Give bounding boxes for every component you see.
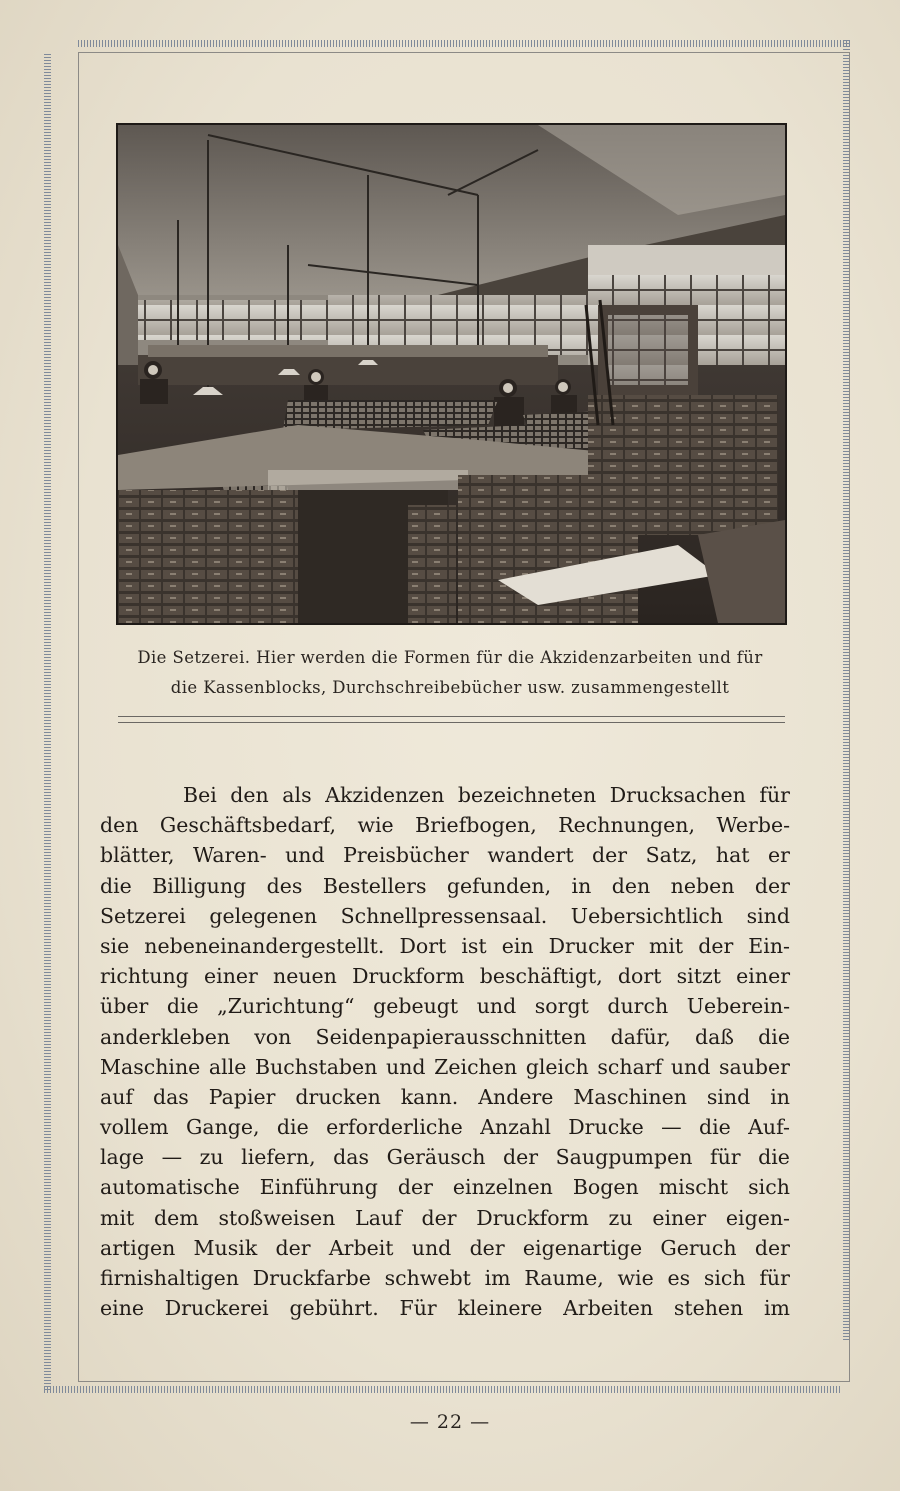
word: über bbox=[100, 994, 149, 1019]
word: Bestellers bbox=[322, 873, 427, 898]
word: der bbox=[698, 933, 734, 958]
word: automatische bbox=[100, 1175, 240, 1200]
word: lage bbox=[100, 1145, 145, 1170]
word: — bbox=[661, 1115, 682, 1140]
text-line bbox=[100, 1203, 790, 1233]
word: Uebersichtlich bbox=[570, 903, 724, 928]
text-line bbox=[100, 991, 790, 1021]
word: Druckerei bbox=[164, 1296, 269, 1321]
text-line bbox=[100, 1142, 790, 1172]
word: Andere bbox=[478, 1084, 554, 1109]
word: wandert bbox=[487, 843, 574, 868]
word: Saugpumpen bbox=[555, 1145, 693, 1170]
word: liefern, bbox=[241, 1145, 316, 1170]
text-line bbox=[100, 1082, 790, 1112]
word: Briefbogen, bbox=[415, 813, 537, 838]
word: Dort bbox=[399, 933, 447, 958]
word: daß bbox=[694, 1024, 734, 1049]
word: erforderliche bbox=[326, 1115, 463, 1140]
word: in bbox=[571, 873, 592, 898]
text-line bbox=[100, 1233, 790, 1263]
word: Geräusch bbox=[386, 1145, 486, 1170]
word: einer bbox=[652, 1205, 707, 1230]
typesetting-room-photo bbox=[116, 123, 787, 625]
frame-bottom-hatch bbox=[44, 1386, 840, 1393]
word: Setzerei bbox=[100, 903, 186, 928]
word: für bbox=[710, 1145, 741, 1170]
caption-line-1: Die Setzerei. Hier werden die Formen für die Akzidenzarbeiten und für bbox=[137, 648, 763, 667]
word: beschäftigt, bbox=[479, 964, 603, 989]
word: einer bbox=[736, 964, 790, 989]
word: zu bbox=[199, 1145, 224, 1170]
word: ist bbox=[461, 933, 487, 958]
word: stehen bbox=[673, 1296, 744, 1321]
word: Geruch bbox=[660, 1235, 737, 1260]
text-line bbox=[100, 1022, 790, 1052]
word: wie bbox=[617, 1266, 654, 1290]
word: Druckform bbox=[476, 1205, 589, 1230]
word: sauber bbox=[718, 1054, 790, 1079]
word: den bbox=[100, 813, 139, 838]
frame-left-hatch bbox=[44, 52, 51, 1390]
word: firnishaltigen bbox=[100, 1266, 239, 1290]
word: Musik bbox=[193, 1235, 258, 1260]
word: für bbox=[759, 1266, 790, 1290]
word: scharf bbox=[597, 1054, 663, 1079]
word: gefunden, bbox=[446, 873, 552, 898]
word: den bbox=[230, 783, 269, 807]
word: im bbox=[484, 1266, 511, 1290]
word: Bei bbox=[183, 783, 217, 807]
word: stoßweisen bbox=[218, 1205, 336, 1230]
word: artigen bbox=[100, 1235, 176, 1260]
word: im bbox=[763, 1296, 790, 1321]
word: dem bbox=[153, 1205, 199, 1230]
text-line bbox=[100, 1293, 790, 1323]
text-line bbox=[100, 1172, 790, 1202]
text-line bbox=[100, 780, 790, 810]
word: der bbox=[397, 1175, 433, 1200]
photo-illustration bbox=[118, 125, 785, 623]
word: die bbox=[100, 873, 132, 898]
word: Schnellpressensaal. bbox=[340, 903, 548, 928]
word: dafür, bbox=[610, 1024, 671, 1049]
word: Geschäftsbedarf, bbox=[159, 813, 336, 838]
word: mischt bbox=[658, 1175, 729, 1200]
word: sitzt bbox=[676, 964, 721, 989]
word: mit bbox=[648, 933, 684, 958]
page-number: — 22 — bbox=[409, 1411, 491, 1433]
word: der bbox=[469, 1235, 505, 1260]
word: und bbox=[386, 1054, 426, 1079]
word: der bbox=[503, 1145, 539, 1170]
word: Werbe- bbox=[716, 813, 790, 838]
word: Druckfarbe bbox=[252, 1266, 371, 1290]
word: kleinere bbox=[457, 1296, 543, 1321]
word: — bbox=[161, 1145, 183, 1170]
word: sich bbox=[703, 1266, 746, 1290]
text-line bbox=[100, 1112, 790, 1142]
word: alle bbox=[208, 1054, 247, 1079]
word: die bbox=[758, 1145, 790, 1170]
word: bezeichneten bbox=[457, 783, 597, 807]
text-line bbox=[100, 1052, 790, 1082]
word: es bbox=[667, 1266, 691, 1290]
word: der bbox=[421, 1205, 457, 1230]
word: richtung bbox=[100, 964, 189, 989]
word: sie bbox=[100, 933, 130, 958]
word: „Zurichtung“ bbox=[217, 994, 355, 1019]
word: Arbeit bbox=[328, 1235, 394, 1260]
word: der bbox=[754, 1235, 790, 1260]
word: den bbox=[611, 873, 651, 898]
word: Arbeiten bbox=[563, 1296, 654, 1321]
text-line bbox=[100, 871, 790, 901]
double-rule-divider bbox=[118, 716, 785, 723]
word: für bbox=[759, 783, 790, 807]
word: nebeneinandergestellt. bbox=[144, 933, 385, 958]
word: Akzidenzen bbox=[325, 783, 445, 807]
word: von bbox=[254, 1024, 292, 1049]
word: gelegenen bbox=[209, 903, 318, 928]
word: einzelnen bbox=[452, 1175, 553, 1200]
word: die bbox=[276, 1115, 309, 1140]
word: des bbox=[266, 873, 303, 898]
word: Buchstaben bbox=[255, 1054, 378, 1079]
text-line bbox=[100, 961, 790, 991]
word: der bbox=[275, 1235, 311, 1260]
word: Billigung bbox=[152, 873, 247, 898]
text-line bbox=[100, 1263, 790, 1293]
word: das bbox=[152, 1084, 189, 1109]
frame-top-hatch bbox=[78, 40, 850, 47]
word: und bbox=[670, 1054, 711, 1079]
word: neben bbox=[670, 873, 735, 898]
word: Drucker bbox=[548, 933, 634, 958]
caption-line-2: die Kassenblocks, Durchschreibebücher usw. zusammengestellt bbox=[170, 678, 730, 697]
word: sich bbox=[748, 1175, 790, 1200]
word: Waren- bbox=[193, 843, 267, 868]
word: Bogen bbox=[572, 1175, 639, 1200]
word: Satz, bbox=[645, 843, 698, 868]
body-paragraph bbox=[100, 780, 790, 1323]
word: einer bbox=[204, 964, 258, 989]
word: in bbox=[770, 1084, 790, 1109]
word: Raume, bbox=[524, 1266, 604, 1290]
word: Druckform bbox=[352, 964, 465, 989]
word: Zeichen bbox=[434, 1054, 518, 1079]
word: sorgt bbox=[534, 994, 589, 1019]
word: Ueberein- bbox=[686, 994, 790, 1019]
word: Ein- bbox=[748, 933, 790, 958]
word: gebeugt bbox=[373, 994, 459, 1019]
word: wie bbox=[357, 813, 394, 838]
word: Anzahl bbox=[480, 1115, 551, 1140]
word: Drucksachen bbox=[609, 783, 746, 807]
word: Auf- bbox=[748, 1115, 790, 1140]
word: kann. bbox=[400, 1084, 459, 1109]
word: Maschine bbox=[100, 1054, 201, 1079]
word: die bbox=[758, 1024, 790, 1049]
word: eigenartige bbox=[522, 1235, 643, 1260]
word: Seidenpapierausschnitten bbox=[315, 1024, 587, 1049]
word: vollem bbox=[100, 1115, 169, 1140]
word: mit bbox=[100, 1205, 135, 1230]
word: anderkleben bbox=[100, 1024, 231, 1049]
word: eine bbox=[100, 1296, 145, 1321]
text-line bbox=[100, 901, 790, 931]
word: Gange, bbox=[185, 1115, 260, 1140]
figure-caption bbox=[100, 643, 800, 703]
word: Einführung bbox=[259, 1175, 378, 1200]
word: ein bbox=[501, 933, 534, 958]
word: neuen bbox=[273, 964, 337, 989]
text-line bbox=[100, 810, 790, 840]
word: schwebt bbox=[384, 1266, 471, 1290]
word: Papier bbox=[208, 1084, 276, 1109]
word: drucken bbox=[295, 1084, 381, 1109]
word: eigen- bbox=[725, 1205, 790, 1230]
word: Maschinen bbox=[573, 1084, 687, 1109]
word: als bbox=[282, 783, 312, 807]
word: gleich bbox=[525, 1054, 589, 1079]
word: Lauf bbox=[355, 1205, 402, 1230]
word: Rechnungen, bbox=[558, 813, 696, 838]
word: sind bbox=[746, 903, 790, 928]
word: die bbox=[698, 1115, 731, 1140]
word: auf bbox=[100, 1084, 134, 1109]
word: zu bbox=[608, 1205, 633, 1230]
word: und bbox=[476, 994, 517, 1019]
word: der bbox=[754, 873, 790, 898]
word: gebührt. bbox=[289, 1296, 379, 1321]
word: Für bbox=[399, 1296, 437, 1321]
word: blätter, bbox=[100, 843, 175, 868]
word: der bbox=[592, 843, 628, 868]
word: und bbox=[285, 843, 325, 868]
word: Drucke bbox=[568, 1115, 644, 1140]
text-line bbox=[100, 931, 790, 961]
word: hat bbox=[715, 843, 750, 868]
word: und bbox=[411, 1235, 452, 1260]
text-line bbox=[100, 840, 790, 870]
word: die bbox=[166, 994, 199, 1019]
word: das bbox=[333, 1145, 370, 1170]
word: er bbox=[768, 843, 790, 868]
word: durch bbox=[607, 994, 669, 1019]
word: dort bbox=[617, 964, 662, 989]
word: Preisbücher bbox=[343, 843, 469, 868]
word: sind bbox=[706, 1084, 751, 1109]
